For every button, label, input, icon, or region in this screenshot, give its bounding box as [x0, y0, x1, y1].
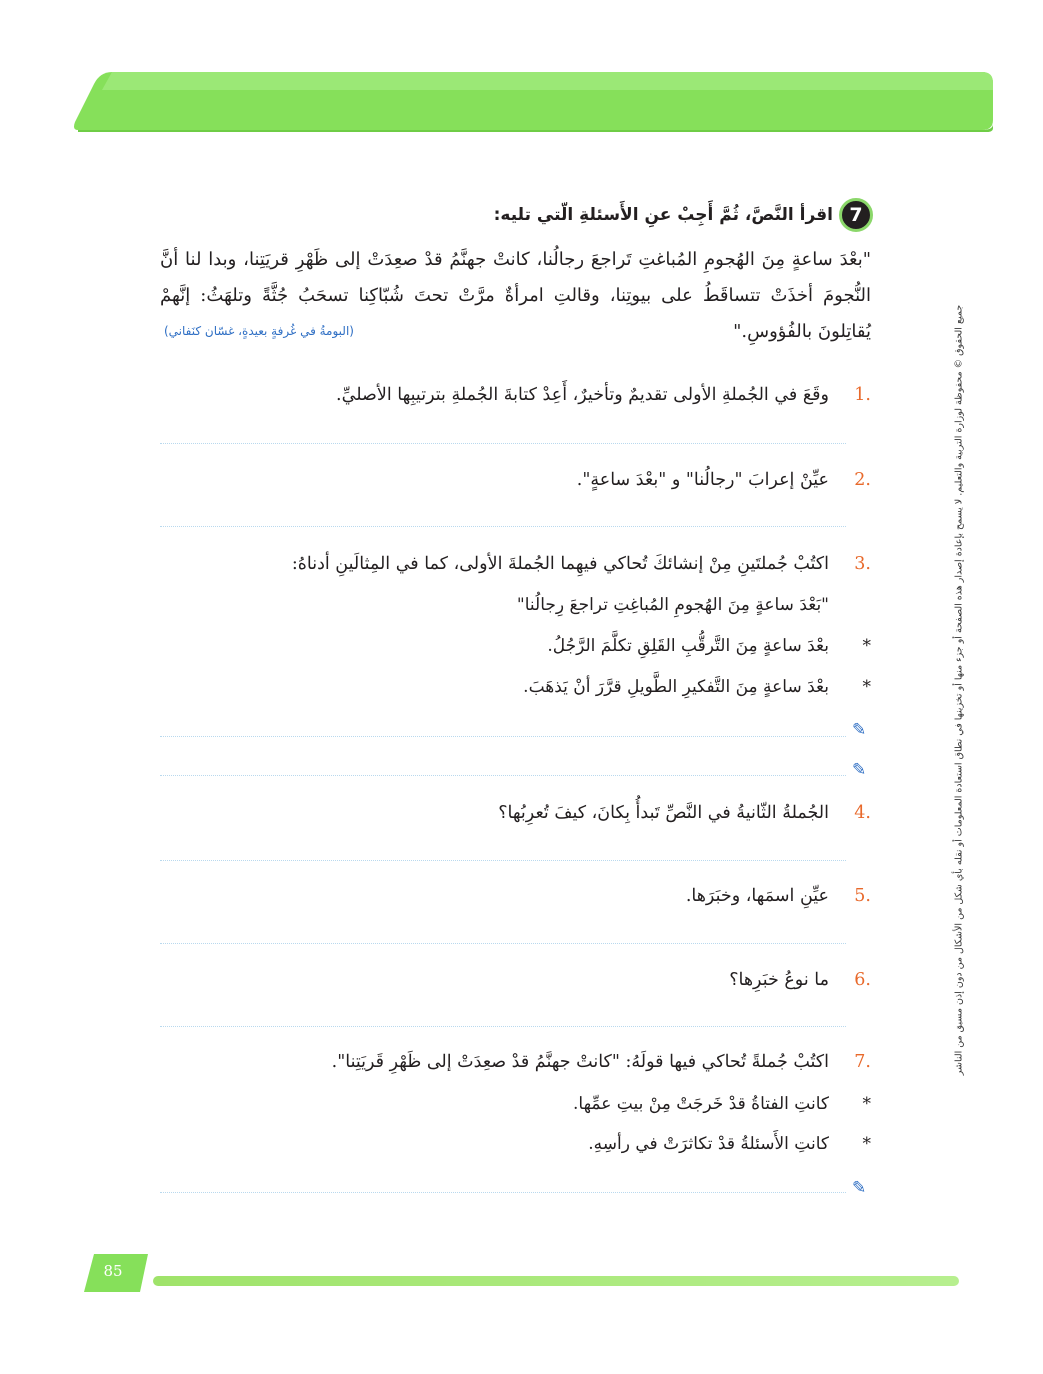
question-2 — [577, 470, 871, 490]
bullet-icon: * — [862, 636, 871, 656]
exercise-number-badge: 7 — [839, 198, 873, 232]
answer-line[interactable] — [160, 526, 846, 527]
question-4 — [498, 803, 871, 823]
question-6 — [729, 970, 871, 990]
question-number: .4 — [854, 803, 871, 823]
pencil-icon: ✎ — [852, 720, 867, 740]
example-item: *كانتِ الفتاةُ قدْ خَرجَتْ مِنْ بيتِ عمِّها. — [573, 1094, 871, 1114]
exercise-instruction: اقرأ النَّصَّ، ثُمَّ أَجِبْ عنِ الأَسئلةِ الّتي تليه: — [493, 205, 833, 225]
example-sentence: "بَعْدَ ساعةٍ مِنَ الهُجومِ المُباغِتِ تراجعَ رِجالُنا" — [516, 595, 829, 615]
answer-line[interactable] — [160, 736, 846, 737]
question-number: .2 — [854, 470, 871, 490]
question-number: .3 — [854, 554, 871, 574]
copyright-notice: جميع الحقوق © محفوظة لوزارة التربية والتعليم. لا يسمح بإعادة إصدار هذه الصفحة أو جزء منها أو تخزينها في نطاق استعادة المعلومات أو نقله بأي شكل من الأشكال من دون إذن مسبق من الناشر — [953, 304, 965, 1076]
question-text: الجُملةُ الثّانيةُ في النَّصِّ تَبدأُ بِكانَ، كيفَ تُعرِبُها؟ — [498, 803, 829, 823]
answer-line[interactable] — [160, 860, 846, 861]
pencil-icon: ✎ — [852, 760, 867, 780]
question-text: اكتُبْ جُملتَينِ مِنْ إنشائكَ تُحاكي فيهِما الجُملةَ الأولى، كما في المِثالَينِ أدناهُ: — [291, 554, 829, 574]
passage-source: (البومةُ في غُرفةٍ بعيدةٍ، غسّان كنَفاني) — [164, 324, 354, 338]
answer-line[interactable] — [160, 775, 846, 776]
question-number: .1 — [854, 385, 871, 405]
top-decorative-band — [72, 70, 993, 132]
bottom-decorative-bar — [153, 1276, 959, 1286]
question-7 — [332, 1052, 871, 1072]
example-item: *كانتِ الأَسئلةُ قدْ تكاثرَتْ في رأسِهِ. — [588, 1134, 871, 1154]
pencil-icon: ✎ — [852, 1178, 867, 1198]
question-number: .7 — [854, 1052, 871, 1072]
example-item: *بعْدَ ساعةٍ مِنَ التَّفكيرِ الطَّويلِ قرَّرَ أنْ يَذهَبَ. — [523, 677, 871, 697]
answer-line[interactable] — [160, 1192, 846, 1193]
answer-line[interactable] — [160, 943, 846, 944]
bullet-icon: * — [862, 1094, 871, 1114]
question-text: ما نوعُ خبَرِها؟ — [729, 970, 829, 990]
reading-passage: "بعْدَ ساعةٍ مِنَ الهُجومِ المُباغتِ تَراجعَ رجالُنا، كانتْ جهنَّمُ قدْ صعِدَتْ إلى ظَهْرِ قريَتِنا، وبدا لنا أنَّ النُّجومَ أخذَتْ تتساقَطُ على بيوتِنا، وقالتِ امرأةٌ مرَّتْ تحتَ شُبّاكِنا تسحَبُ جُثَّةً وتلهَثُ: إنَّهمْ يُقاتِلونَ بالفُؤوسِ." — [160, 249, 871, 342]
question-text: عيِّنْ إعرابَ "رجالُنا" و "بعْدَ ساعةٍ". — [576, 470, 829, 490]
page-number: 85 — [103, 1262, 123, 1280]
question-3 — [292, 554, 871, 574]
question-text: عيِّنِ اسمَها، وخبَرَها. — [685, 886, 829, 906]
exercise-heading — [494, 198, 873, 232]
question-1 — [336, 385, 871, 405]
question-5 — [686, 886, 871, 906]
question-number: .6 — [854, 970, 871, 990]
question-number: .5 — [854, 886, 871, 906]
bullet-icon: * — [862, 677, 871, 697]
answer-line[interactable] — [160, 1026, 846, 1027]
question-text: وقَعَ في الجُملةِ الأولى تقديمٌ وتأخيرٌ، أَعِدْ كتابةَ الجُملةِ بترتيبِها الأصليِّ. — [336, 385, 829, 405]
example-item: *بعْدَ ساعةٍ مِنَ التَّرقُّبِ القَلِقِ تكلَّمَ الرَّجُلُ. — [547, 636, 871, 656]
bullet-icon: * — [862, 1134, 871, 1154]
question-text: اكتُبْ جُملةً تُحاكي فيها قولَهُ: "كانتْ جهنَّمُ قدْ صعِدَتْ إلى ظَهْرِ قَريَتِنا". — [331, 1052, 829, 1072]
answer-line[interactable] — [160, 443, 846, 444]
